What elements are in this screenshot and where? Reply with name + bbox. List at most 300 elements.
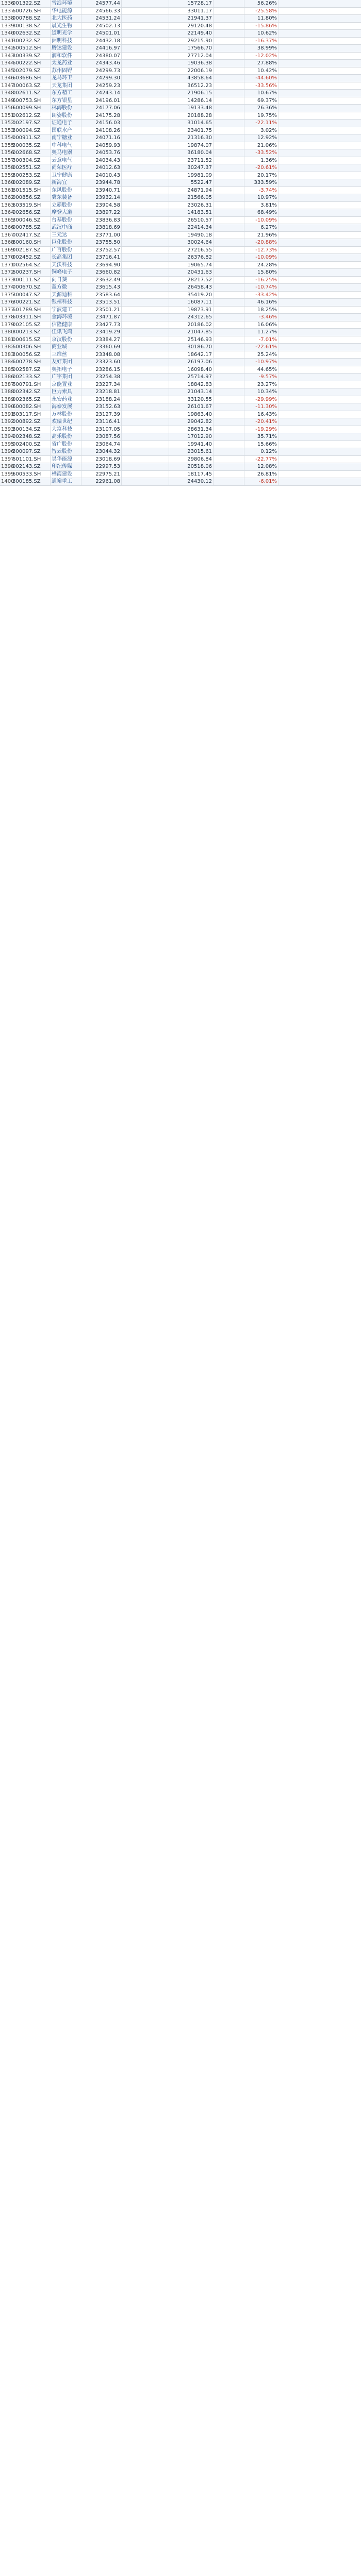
stock-code: 300094.SZ	[11, 127, 51, 134]
spacer	[122, 127, 169, 134]
change-percent: -20.88%	[244, 239, 278, 246]
row-index: 1350	[1, 105, 14, 111]
table-row	[0, 277, 361, 284]
value-current: 23944.78	[81, 179, 122, 187]
value-previous: 21047.85	[169, 329, 214, 336]
spacer	[278, 232, 361, 239]
spacer	[278, 127, 361, 134]
spacer	[214, 448, 244, 455]
spacer	[122, 269, 169, 276]
spacer	[278, 224, 361, 231]
table-row	[0, 247, 361, 255]
value-current: 23940.71	[81, 187, 122, 194]
value-previous: 31014.65	[169, 120, 214, 127]
value-current: 24501.01	[81, 30, 122, 37]
change-percent: -12.02%	[244, 53, 278, 60]
spacer	[278, 149, 361, 157]
value-previous: 19036.38	[169, 60, 214, 67]
stock-name: 润和软件	[51, 53, 81, 60]
spacer	[122, 239, 169, 246]
table-row	[0, 90, 361, 97]
spacer	[278, 187, 361, 194]
row-index: 1338	[1, 15, 14, 21]
stock-name: 东方精工	[51, 90, 81, 97]
change-percent: 15.80%	[244, 269, 278, 276]
spacer	[278, 67, 361, 75]
stock-name: 昊华能源	[51, 456, 81, 463]
value-current: 23044.32	[81, 448, 122, 455]
stock-code: 000911.SZ	[11, 134, 51, 142]
table-row	[0, 239, 361, 247]
row-index: 1342	[1, 45, 14, 51]
stock-name: 天龙集团	[51, 82, 81, 90]
value-current: 24259.23	[81, 82, 122, 90]
change-percent: 35.71%	[244, 433, 278, 440]
row-index: 1397	[1, 456, 14, 462]
value-current: 24299.73	[81, 67, 122, 75]
spacer	[214, 15, 244, 22]
spacer	[122, 471, 169, 478]
value-previous: 16087.11	[169, 299, 214, 306]
stock-name: 铜峰电子	[51, 269, 81, 276]
row-index: 1389	[1, 396, 14, 402]
stock-name: 巨化股份	[51, 239, 81, 246]
spacer	[122, 456, 169, 463]
row-index: 1341	[1, 38, 14, 44]
stock-code: 002143.SZ	[11, 463, 51, 470]
stock-code: 300046.SZ	[11, 217, 51, 224]
spacer	[214, 90, 244, 97]
spacer	[214, 172, 244, 179]
spacer	[122, 149, 169, 157]
spacer	[214, 344, 244, 351]
change-percent: -25.58%	[244, 8, 278, 15]
spacer	[278, 254, 361, 261]
spacer	[214, 60, 244, 67]
spacer	[278, 381, 361, 388]
stock-name: 三维丝	[51, 351, 81, 359]
change-percent: 25.24%	[244, 351, 278, 359]
spacer	[122, 97, 169, 105]
value-current: 23227.34	[81, 381, 122, 388]
stock-name: 京汉股份	[51, 336, 81, 344]
change-percent: -6.01%	[244, 478, 278, 485]
row-index: 1353	[1, 127, 14, 133]
row-index: 1400	[1, 479, 14, 484]
spacer	[122, 53, 169, 60]
value-previous: 21941.37	[169, 15, 214, 22]
row-index: 1352	[1, 120, 14, 126]
stock-code: 600726.SH	[11, 8, 51, 15]
stock-name: 洲明科技	[51, 38, 81, 45]
spacer	[278, 403, 361, 411]
stock-code: 002089.SZ	[11, 179, 51, 187]
row-index: 1373	[1, 277, 14, 283]
value-previous: 30024.64	[169, 239, 214, 246]
stock-name: 长高集团	[51, 254, 81, 261]
change-percent: 3.81%	[244, 202, 278, 209]
stock-name: 中科电气	[51, 142, 81, 149]
stock-name: 盈方微	[51, 284, 81, 291]
stock-name: 武汉中商	[51, 224, 81, 231]
change-percent: -20.41%	[244, 418, 278, 426]
table-row	[0, 8, 361, 15]
row-index: 1380	[1, 329, 14, 335]
change-percent: 10.67%	[244, 90, 278, 97]
stock-name: 信隆健康	[51, 321, 81, 329]
spacer	[122, 179, 169, 187]
change-percent: -33.52%	[244, 149, 278, 157]
spacer	[278, 134, 361, 142]
stock-code: 300134.SZ	[11, 426, 51, 433]
spacer	[214, 82, 244, 90]
spacer	[278, 284, 361, 291]
spacer	[214, 374, 244, 381]
table-row	[0, 38, 361, 45]
spacer	[214, 299, 244, 306]
stock-name: 新海宜	[51, 179, 81, 187]
spacer	[214, 269, 244, 276]
table-row	[0, 142, 361, 150]
spacer	[278, 30, 361, 37]
stock-code: 002417.SZ	[11, 232, 51, 239]
spacer	[122, 120, 169, 127]
spacer	[278, 441, 361, 448]
stock-code: 002133.SZ	[11, 374, 51, 381]
spacer	[278, 463, 361, 470]
spacer	[214, 157, 244, 164]
spacer	[278, 202, 361, 209]
spacer	[122, 478, 169, 485]
spacer	[214, 120, 244, 127]
spacer	[278, 396, 361, 403]
spacer	[122, 277, 169, 284]
table-row	[0, 232, 361, 240]
value-current: 23427.73	[81, 321, 122, 329]
stock-name: 大富科技	[51, 426, 81, 433]
table-row	[0, 82, 361, 90]
stock-name: 云意电气	[51, 157, 81, 164]
table-row	[0, 381, 361, 389]
spacer	[122, 344, 169, 351]
stock-name: 天源迪科	[51, 292, 81, 299]
stock-code: 600533.SH	[11, 471, 51, 478]
row-index: 1337	[1, 8, 14, 14]
spacer	[214, 127, 244, 134]
change-percent: 21.96%	[244, 232, 278, 239]
spacer	[278, 239, 361, 246]
spacer	[278, 426, 361, 433]
change-percent: -3.46%	[244, 314, 278, 321]
value-previous: 17566.70	[169, 45, 214, 52]
value-current: 23286.15	[81, 366, 122, 374]
spacer	[278, 418, 361, 426]
stock-code: 300185.SZ	[11, 478, 51, 485]
value-current: 23771.00	[81, 232, 122, 239]
value-current: 22997.53	[81, 463, 122, 470]
spacer	[214, 239, 244, 246]
stock-name: 向日葵	[51, 277, 81, 284]
change-percent: 12.92%	[244, 134, 278, 142]
value-current: 23107.05	[81, 426, 122, 433]
value-previous: 29120.48	[169, 23, 214, 30]
row-index: 1346	[1, 75, 14, 81]
spacer	[278, 359, 361, 366]
spacer	[214, 187, 244, 194]
stock-name: 华电能源	[51, 8, 81, 15]
stock-code: 600082.SH	[11, 403, 51, 411]
value-current: 22975.21	[81, 471, 122, 478]
stock-name: 欢瑞世纪	[51, 418, 81, 426]
spacer	[278, 448, 361, 455]
value-previous: 22414.34	[169, 224, 214, 231]
spacer	[122, 307, 169, 314]
table-row	[0, 336, 361, 344]
spacer	[214, 142, 244, 149]
spacer	[122, 388, 169, 396]
stock-code: 002079.SZ	[11, 67, 51, 75]
spacer	[214, 463, 244, 470]
stock-name: 北大医药	[51, 15, 81, 22]
spacer	[122, 38, 169, 45]
value-current: 24059.93	[81, 142, 122, 149]
stock-code: 002632.SZ	[11, 30, 51, 37]
change-percent: 10.97%	[244, 194, 278, 201]
spacer	[122, 232, 169, 239]
stock-name: 栖霞建设	[51, 471, 81, 478]
value-previous: 21566.05	[169, 194, 214, 201]
value-current: 24175.28	[81, 112, 122, 120]
table-row	[0, 351, 361, 359]
row-index: 1379	[1, 321, 14, 328]
stock-name: 证通电子	[51, 120, 81, 127]
table-row	[0, 15, 361, 23]
row-index: 1363	[1, 202, 14, 208]
spacer	[122, 134, 169, 142]
change-percent: 19.75%	[244, 112, 278, 120]
change-percent: 26.36%	[244, 105, 278, 112]
change-percent: 38.99%	[244, 45, 278, 52]
spacer	[278, 307, 361, 314]
spacer	[214, 314, 244, 321]
table-row	[0, 194, 361, 202]
row-index: 1355	[1, 142, 14, 148]
value-current: 22961.08	[81, 478, 122, 485]
row-index: 1358	[1, 165, 14, 171]
stock-name: 友好集团	[51, 359, 81, 366]
stock-name: 商业城	[51, 344, 81, 351]
stock-code: 002365.SZ	[11, 396, 51, 403]
table-row	[0, 172, 361, 180]
value-current: 23716.41	[81, 254, 122, 261]
row-index: 1399	[1, 471, 14, 477]
spacer	[214, 45, 244, 52]
table-row	[0, 127, 361, 135]
value-previous: 21043.14	[169, 388, 214, 396]
row-index: 1368	[1, 240, 14, 245]
spacer	[122, 433, 169, 440]
stock-code: 300221.SZ	[11, 299, 51, 306]
stock-name: 尚荣医疗	[51, 164, 81, 172]
change-percent: -10.09%	[244, 254, 278, 261]
row-index: 1385	[1, 366, 14, 372]
row-index: 1344	[1, 60, 14, 66]
spacer	[214, 366, 244, 374]
row-index: 1383	[1, 351, 14, 358]
value-current: 24531.24	[81, 15, 122, 22]
spacer	[214, 418, 244, 426]
stock-name: 京能置业	[51, 381, 81, 388]
value-previous: 14286.14	[169, 97, 214, 105]
stock-name: 省广股份	[51, 441, 81, 448]
spacer	[278, 456, 361, 463]
table-row	[0, 321, 361, 329]
value-current: 23755.50	[81, 239, 122, 246]
stock-code: 601789.SH	[11, 307, 51, 314]
row-index: 1340	[1, 30, 14, 36]
row-index: 1393	[1, 426, 14, 432]
value-previous: 27216.55	[169, 247, 214, 254]
stock-code: 600778.SH	[11, 359, 51, 366]
value-current: 23348.08	[81, 351, 122, 359]
change-percent: 11.27%	[244, 329, 278, 336]
spacer	[214, 75, 244, 82]
spacer	[278, 314, 361, 321]
spacer	[214, 321, 244, 329]
stock-code: 002197.SZ	[11, 120, 51, 127]
value-previous: 25714.97	[169, 374, 214, 381]
table-row	[0, 164, 361, 172]
value-current: 23932.14	[81, 194, 122, 201]
change-percent: 26.81%	[244, 471, 278, 478]
stock-code: 002348.SZ	[11, 433, 51, 440]
row-index: 1387	[1, 381, 14, 387]
table-row	[0, 112, 361, 120]
change-percent: 20.17%	[244, 172, 278, 179]
table-row	[0, 284, 361, 292]
change-percent: -10.74%	[244, 284, 278, 291]
value-current: 23419.29	[81, 329, 122, 336]
stock-name: 台基股份	[51, 217, 81, 224]
table-row	[0, 426, 361, 434]
spacer	[278, 90, 361, 97]
spacer	[278, 172, 361, 179]
stock-code: 603117.SH	[11, 411, 51, 418]
stock-code: 000785.SZ	[11, 224, 51, 231]
spacer	[214, 217, 244, 224]
value-current: 23632.49	[81, 277, 122, 284]
value-current: 23471.87	[81, 314, 122, 321]
row-index: 1339	[1, 23, 14, 29]
change-percent: -15.86%	[244, 23, 278, 30]
stock-code: 300138.SZ	[11, 23, 51, 30]
spacer	[214, 284, 244, 291]
stock-name: 国联水产	[51, 127, 81, 134]
spacer	[278, 179, 361, 187]
spacer	[214, 307, 244, 314]
spacer	[122, 23, 169, 30]
spacer	[278, 112, 361, 120]
spacer	[122, 0, 169, 7]
value-current: 23360.69	[81, 344, 122, 351]
spacer	[278, 8, 361, 15]
row-index: 1364	[1, 210, 14, 215]
table-row	[0, 187, 361, 195]
spacer	[122, 411, 169, 418]
stock-code: 300213.SZ	[11, 329, 51, 336]
spacer	[214, 0, 244, 7]
table-row	[0, 433, 361, 441]
stock-code: 600099.SH	[11, 105, 51, 112]
table-row	[0, 418, 361, 426]
spacer	[122, 75, 169, 82]
table-row	[0, 307, 361, 314]
change-percent: -33.42%	[244, 292, 278, 299]
stock-code: 002105.SZ	[11, 321, 51, 329]
value-previous: 33120.55	[169, 396, 214, 403]
spacer	[122, 142, 169, 149]
table-row	[0, 396, 361, 404]
change-percent: -22.11%	[244, 120, 278, 127]
spacer	[214, 67, 244, 75]
table-row	[0, 478, 361, 486]
value-previous: 26197.06	[169, 359, 214, 366]
change-percent: -16.25%	[244, 277, 278, 284]
value-current: 23254.38	[81, 374, 122, 381]
stock-code: 603311.SH	[11, 314, 51, 321]
spacer	[214, 194, 244, 201]
stock-name: 银禧科技	[51, 299, 81, 306]
spacer	[122, 172, 169, 179]
row-index: 1388	[1, 389, 14, 395]
change-percent: -16.37%	[244, 38, 278, 45]
row-index: 1359	[1, 172, 14, 178]
value-previous: 15728.17	[169, 0, 214, 7]
row-index: 1336	[1, 1, 14, 6]
value-previous: 14183.51	[169, 209, 214, 216]
spacer	[214, 53, 244, 60]
table-row	[0, 202, 361, 210]
spacer	[214, 262, 244, 269]
value-previous: 19981.09	[169, 172, 214, 179]
row-index: 1366	[1, 225, 14, 230]
spacer	[122, 202, 169, 209]
spacer	[214, 97, 244, 105]
value-current: 23583.64	[81, 292, 122, 299]
value-previous: 28217.52	[169, 277, 214, 284]
table-row	[0, 329, 361, 336]
change-percent: 56.26%	[244, 0, 278, 7]
row-index: 1375	[1, 292, 14, 298]
stock-code: 300056.SZ	[11, 351, 51, 359]
stock-name: 苏州固锝	[51, 67, 81, 75]
table-row	[0, 403, 361, 411]
spacer	[278, 120, 361, 127]
change-percent: 44.65%	[244, 366, 278, 374]
change-percent: 3.02%	[244, 127, 278, 134]
stock-name: 印纪传媒	[51, 463, 81, 470]
value-previous: 21906.15	[169, 90, 214, 97]
change-percent: 0.12%	[244, 448, 278, 455]
spacer	[278, 478, 361, 485]
table-row	[0, 120, 361, 127]
stock-name: 摩登大道	[51, 209, 81, 216]
table-row	[0, 262, 361, 269]
spacer	[122, 321, 169, 329]
spacer	[122, 403, 169, 411]
spacer	[214, 38, 244, 45]
value-current: 23501.21	[81, 307, 122, 314]
